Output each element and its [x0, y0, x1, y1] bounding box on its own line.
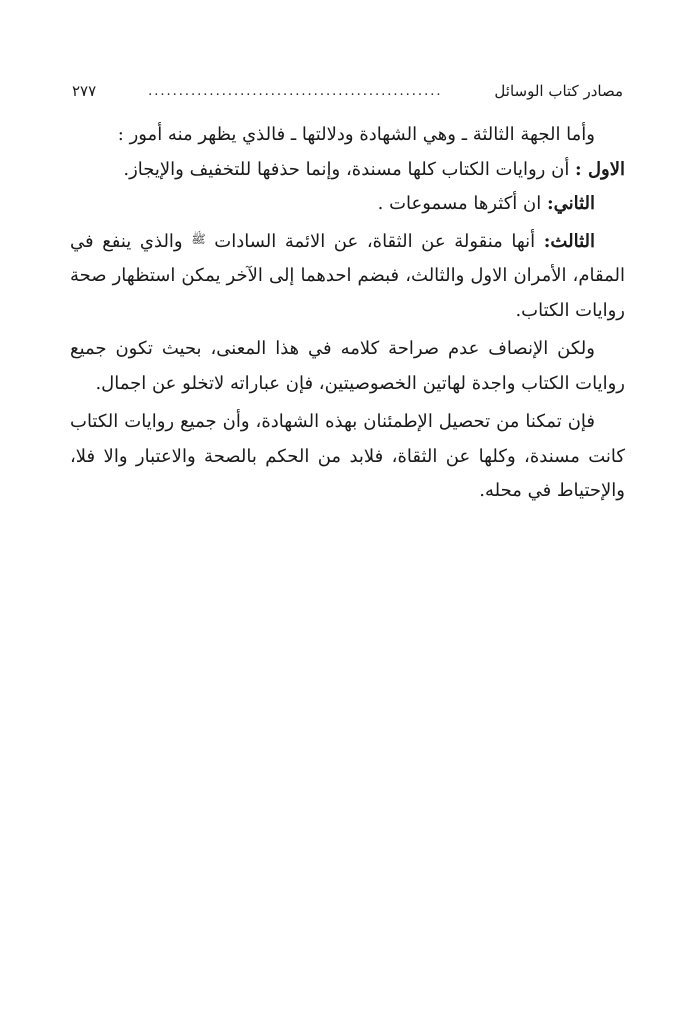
header-leader-dots: ................................................ — [148, 83, 443, 99]
paragraph-text: فإن تمكنا من تحصيل الإطمئنان بهذه الشهادة، وأن جميع روايات الكتاب كانت مسندة، وكلها عن الثقاة، فلابد من الحكم بالصحة والاعتبار والا فلا، والإحتياط في محله. — [70, 411, 625, 501]
paragraph-intro — [70, 118, 625, 153]
paragraph-text: ان أكثرها مسموعات . — [377, 193, 547, 214]
running-header — [72, 80, 623, 102]
honorific-symbol: ﷺ — [191, 231, 206, 246]
body-text — [70, 118, 625, 509]
paragraph-text: أنها منقولة عن الثقاة، عن الائمة السادات — [205, 230, 544, 252]
paragraph-third — [70, 222, 625, 329]
paragraph-first — [70, 153, 625, 188]
paragraph-conclusion — [70, 405, 625, 509]
page-number: ٢٧٧ — [72, 82, 97, 100]
keyword-first: الاول : — [575, 158, 625, 180]
paragraph-text: أن روايات الكتاب كلها مسندة، وإنما حذفها للتخفيف والإيجاز. — [123, 158, 576, 180]
paragraph-fairness — [70, 332, 625, 401]
paragraph-text: والذي ينفع في المقام، الأمران الاول والثالث، فبضم احدهما إلى الآخر يمكن استظهار صحة روايات الكتاب. — [70, 230, 625, 321]
paragraph-text: وأما الجهة الثالثة ـ وهي الشهادة ودلالتها ـ فالذي يظهر منه أمور : — [117, 124, 595, 145]
keyword-third: الثالث: — [543, 230, 595, 252]
header-title: مصادر كتاب الوسائل — [494, 82, 623, 100]
paragraph-second — [70, 187, 625, 222]
keyword-second: الثاني: — [546, 193, 595, 214]
paragraph-text: ولكن الإنصاف عدم صراحة كلامه في هذا المعنى، بحيث تكون جميع روايات الكتاب واجدة لهاتين الخصوصيتين، فإن عباراته لاتخلو عن اجمال. — [70, 338, 625, 394]
